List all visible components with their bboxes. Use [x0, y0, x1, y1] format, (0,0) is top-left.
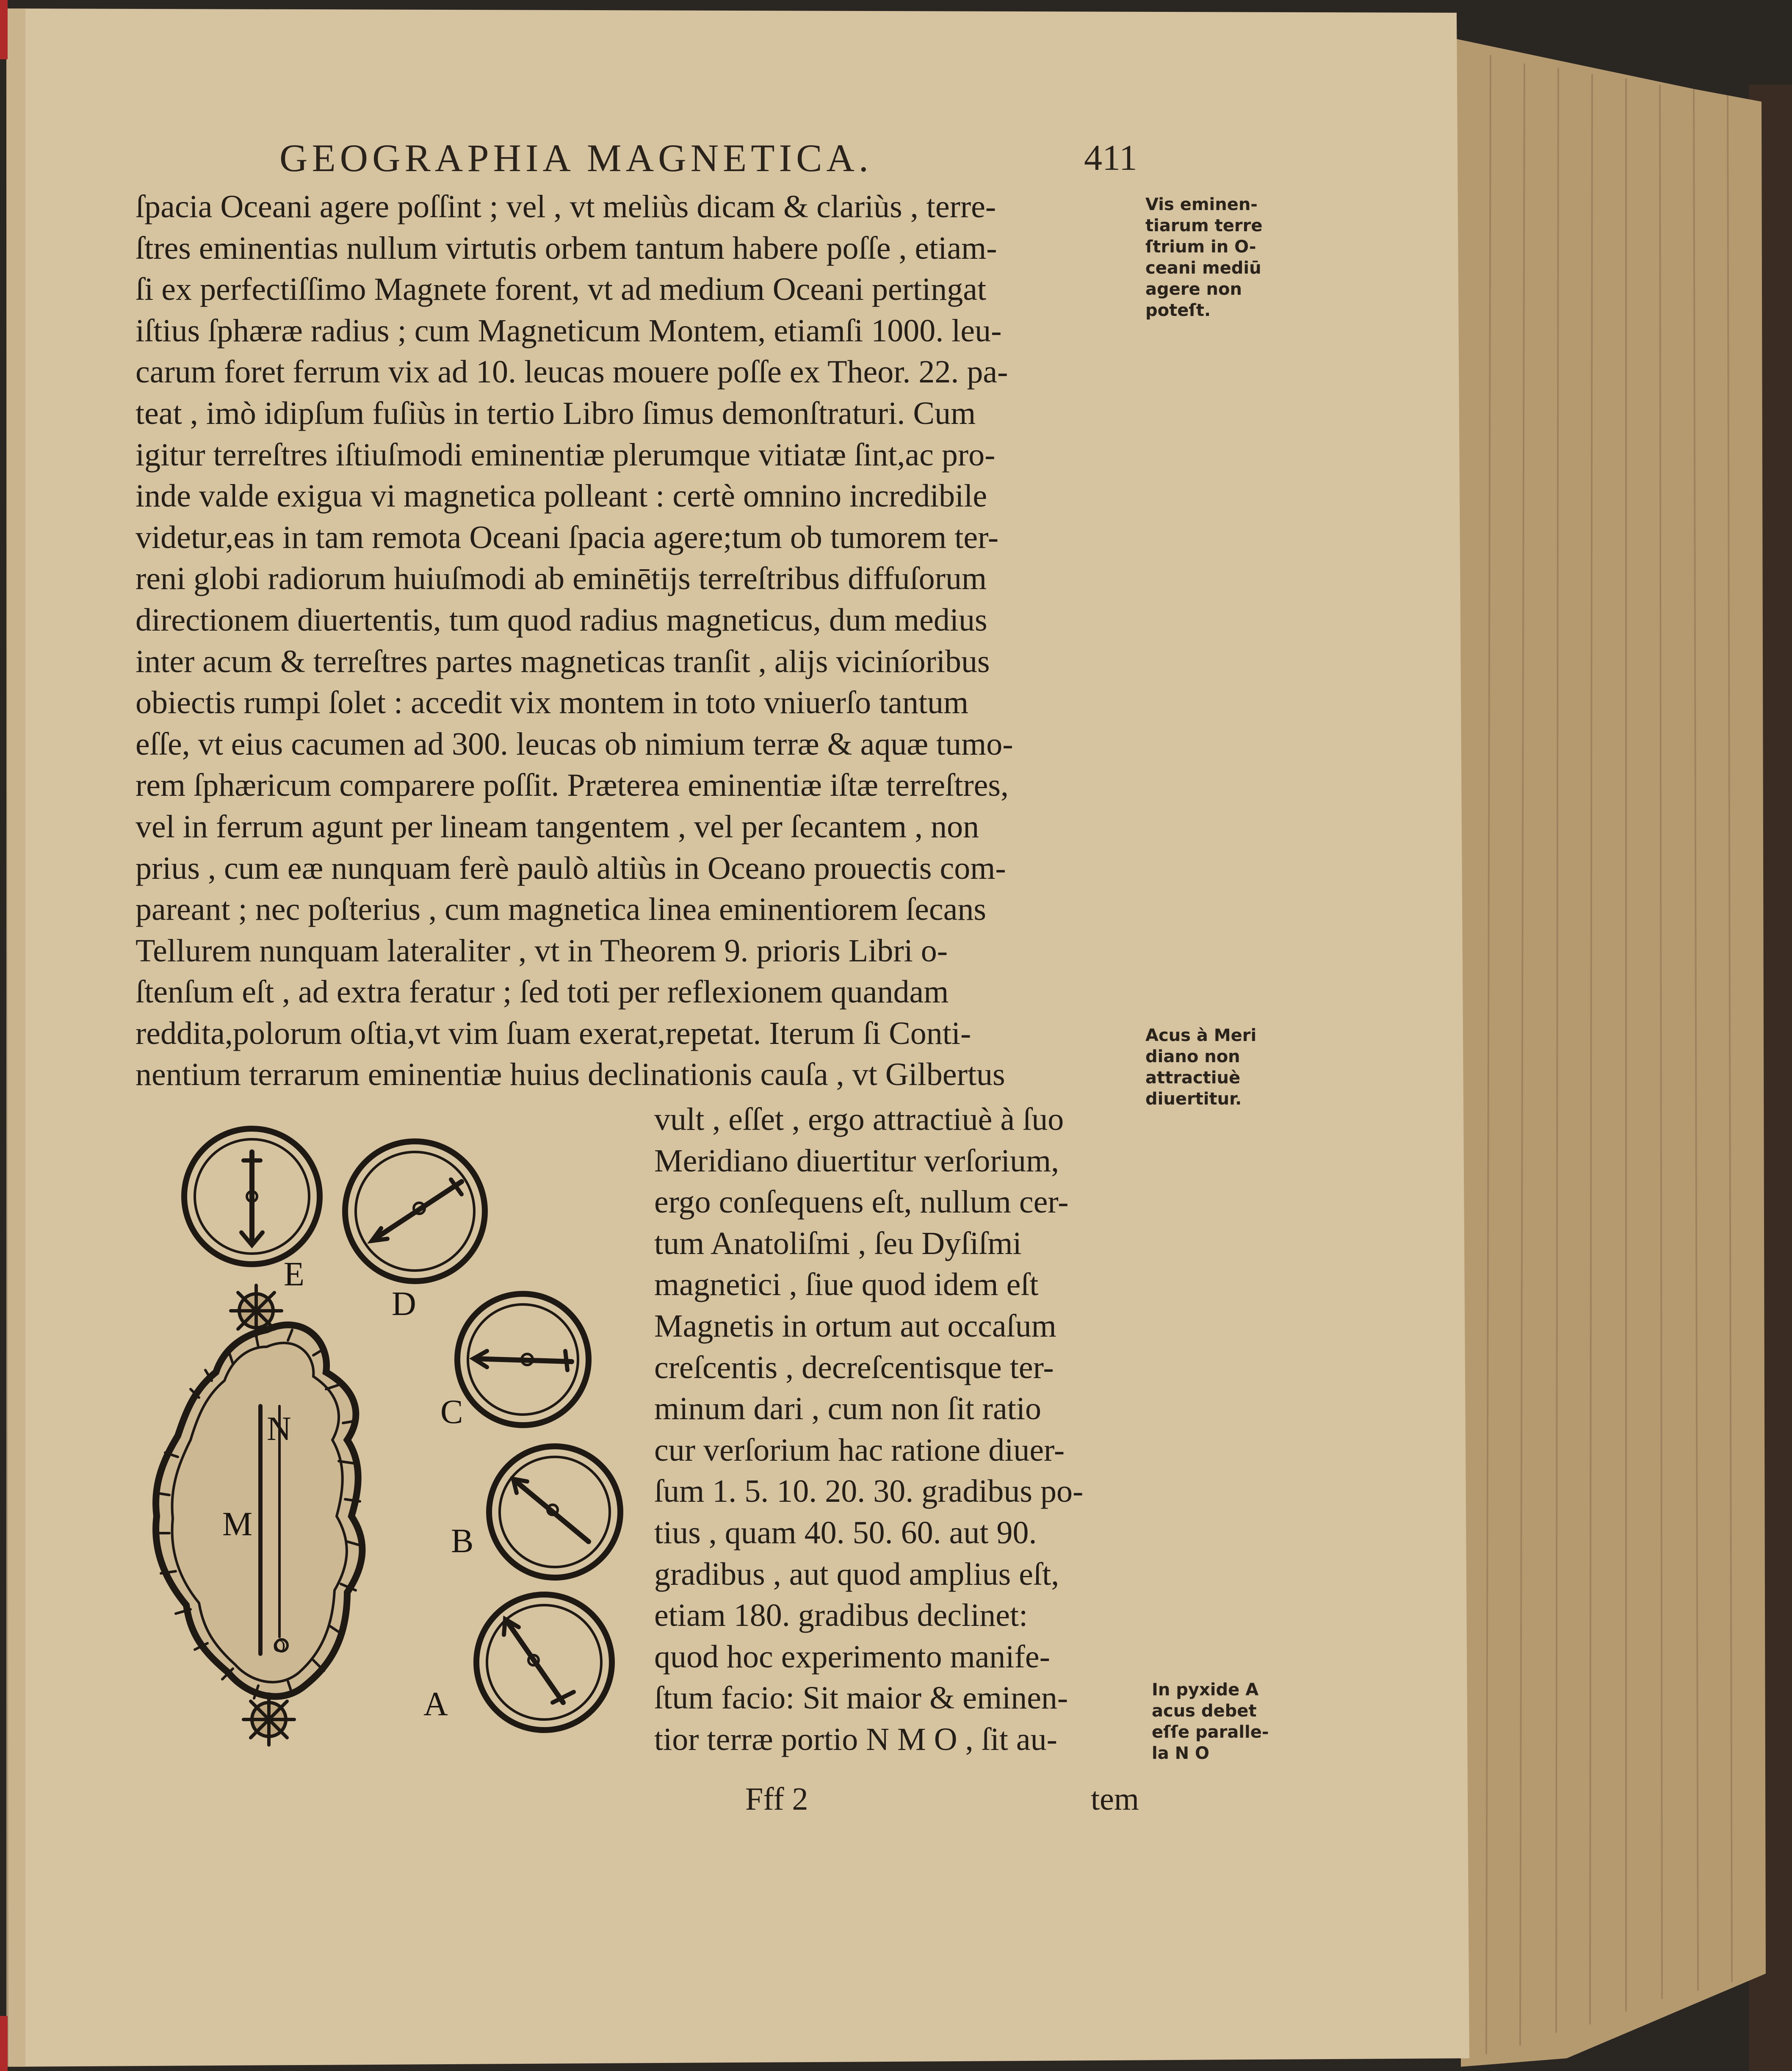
main-text-block [136, 186, 1139, 1096]
text-line: rem ſphæricum comparere poſſit. Præterea eminentiæ iſtæ terreſtres, [136, 767, 1009, 803]
text-line: iſtius ſphæræ radius ; cum Magneticum Montem, etiamſi 1000. leu- [136, 313, 1002, 349]
text-line: ſtum facio: Sit maior & eminen- [654, 1680, 1068, 1716]
red-edge [0, 2016, 8, 2071]
text-line: ſtres eminentias nullum virtutis orbem tantum habere poſſe , etiam- [136, 230, 997, 266]
margin-note-line: ſtrium in O- [1145, 237, 1256, 257]
margin-note-line: In pyxide A [1152, 1680, 1259, 1700]
margin-note-line: eſſe paralle- [1152, 1722, 1269, 1742]
margin-note-line: agere non [1145, 280, 1242, 299]
text-line: Magnetis in ortum aut occaſum [654, 1308, 1056, 1344]
text-line: eſſe, vt eius cacumen ad 300. leucas ob nimium terræ & aquæ tumo- [136, 726, 1013, 762]
signature-mark: Fff 2 [745, 1781, 808, 1817]
margin-note-line: diuertitur. [1145, 1089, 1242, 1109]
side-text-block [654, 1099, 1139, 1761]
running-head: GEOGRAPHIA MAGNETICA. [279, 136, 873, 180]
label-m: M [222, 1506, 253, 1543]
margin-note-line: acus debet [1152, 1701, 1257, 1721]
text-line: carum foret ferrum vix ad 10. leucas mouere poſſe ex Theor. 22. pa- [136, 354, 1008, 390]
margin-note [1145, 1025, 1323, 1110]
text-line: pareant ; nec poſterius , cum magnetica linea eminentiorem ſecans [136, 892, 986, 928]
margin-note-line: la N O [1152, 1744, 1210, 1763]
compass-b [489, 1446, 620, 1578]
text-line: nentium terrarum eminentiæ huius declinationis cauſa , vt Gilbertus [136, 1057, 1005, 1093]
margin-note-line: poteſt. [1145, 301, 1211, 320]
text-line: prius , cum eæ nunquam ferè paulò altiùs in Oceano prouectis com- [136, 850, 1006, 886]
text-line: Tellurem nunquam lateraliter , vt in Theorem 9. prioris Libri o- [136, 933, 948, 969]
margin-note-line: ceani mediū [1145, 258, 1261, 278]
text-line: creſcentis , decreſcentisque ter- [654, 1349, 1054, 1385]
margin-note-line: diano non [1145, 1047, 1240, 1066]
margin-note-line: Acus à Meri [1145, 1026, 1257, 1045]
text-line: quod hoc experimento manife- [654, 1639, 1050, 1675]
text-line: tior terræ portio N M O , ſit au- [654, 1721, 1057, 1757]
text-line: reddita,polorum oſtia,vt vim ſuam exerat,repetat. Iterum ſi Conti- [136, 1015, 971, 1051]
compass-e [184, 1129, 320, 1264]
star-bottom [243, 1694, 294, 1745]
text-line: ſtenſum eſt , ad extra feratur ; ſed toti per reflexionem quandam [136, 974, 949, 1010]
text-line: ſpacia Oceani agere poſſint ; vel , vt meliùs dicam & clariùs , terre- [136, 189, 996, 224]
page-block-edges [1452, 38, 1766, 2067]
label-b: B [451, 1523, 474, 1560]
text-line: teat , imò idipſum fuſiùs in tertio Libro ſimus demonſtraturi. Cum [136, 395, 976, 431]
text-line: ſum 1. 5. 10. 20. 30. gradibus po- [654, 1473, 1084, 1509]
text-line: videtur,eas in tam remota Oceani ſpacia agere;tum ob tumorem ter- [136, 519, 999, 555]
text-line: tius , quam 40. 50. 60. aut 90. [654, 1514, 1037, 1550]
margin-note [1152, 1679, 1330, 1764]
label-a: A [423, 1686, 448, 1723]
text-line: magnetici , ſiue quod idem eſt [654, 1267, 1039, 1303]
text-line: cur verſorium hac ratione diuer- [654, 1432, 1065, 1468]
margin-note-line: Vis eminen- [1145, 195, 1258, 214]
label-d: D [392, 1285, 416, 1323]
label-e: E [284, 1256, 304, 1293]
text-line: tum Anatoliſmi , ſeu Dyſiſmi [654, 1225, 1022, 1261]
compass-figure [127, 1093, 635, 1753]
label-c: C [440, 1393, 463, 1431]
text-line: directionem diuertentis, tum quod radius magneticus, dum medius [136, 602, 987, 638]
star-top [231, 1285, 282, 1336]
margin-note-line: tiarum terre [1145, 216, 1263, 235]
label-o: O [273, 1636, 285, 1656]
text-line: ſi ex perfectiſſimo Magnete forent, vt ad medium Oceani pertingat [136, 271, 987, 307]
margin-note [1145, 194, 1323, 321]
text-line: minum dari , cum non ſit ratio [654, 1391, 1041, 1427]
label-n: N [267, 1410, 291, 1448]
text-line: obiectis rumpi ſolet : accedit vix montem in toto vniuerſo tantum [136, 685, 969, 721]
margin-note-line: attractiuè [1145, 1068, 1241, 1088]
gutter-shadow [6, 8, 25, 2067]
landmass-nmo [155, 1325, 362, 1698]
compass-a [476, 1595, 612, 1730]
text-line: vel in ferrum agunt per lineam tangentem , vel per ſecantem , non [136, 808, 979, 844]
text-line: reni globi radiorum huiuſmodi ab eminētijs terreſtribus diffuſorum [136, 561, 987, 597]
red-edge [0, 0, 8, 59]
catchword: tem [1091, 1781, 1139, 1817]
text-line: Meridiano diuertitur verſorium, [654, 1143, 1059, 1179]
text-line: igitur terreſtres iſtiuſmodi eminentiæ plerumque vitiatæ ſint,ac pro- [136, 437, 996, 473]
compass-c [457, 1294, 589, 1425]
text-line: inter acum & terreſtres partes magneticas tranſit , alijs viciníoribus [136, 643, 990, 679]
text-line: etiam 180. gradibus declinet: [654, 1598, 1028, 1634]
text-line: inde valde exigua vi magnetica polleant : certè omnino incredibile [136, 478, 987, 514]
text-line: gradibus , aut quod amplius eſt, [654, 1556, 1059, 1592]
compass-d [345, 1141, 485, 1281]
page-number: 411 [1084, 137, 1137, 178]
text-line: vult , eſſet , ergo attractiuè à ſuo [654, 1102, 1064, 1137]
text-line: ergo conſequens eſt, nullum cer- [654, 1184, 1069, 1220]
